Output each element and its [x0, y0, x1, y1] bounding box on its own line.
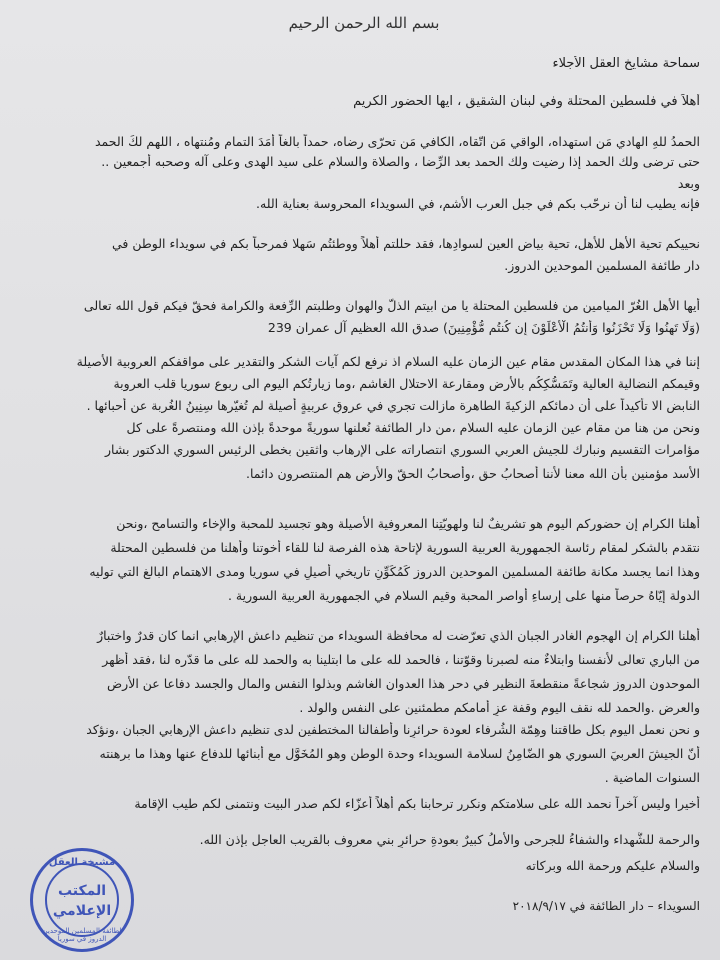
text-line: وقيمكم النضالية العالية وتَمَسُّكِكُم بالأرض ومقارعة الاحتلال الغاشم ،وما زيارتُكم اليوم الى ربوع سوريا قلب العروبة	[113, 376, 700, 391]
text-line: فإنه يطيب لنا أن نرحّب بكم في جبل العرب الأشم، في السويداء المحروسة بعناية الله.	[256, 196, 700, 211]
text-line: الموحدون الدروز شجاعةً منقطعةَ النظير في دحر هذا العدوان الغاشم وبذلوا النفس والمال والجسد دفاعا عن الأرض	[107, 676, 700, 691]
text-line: وبعد	[677, 176, 700, 191]
stamp-inner-ring	[45, 863, 119, 937]
basmala: بسم الله الرحمن الرحيم	[288, 14, 440, 32]
welcome-line: أهلاً في فلسطين المحتلة وفي لبنان الشقيق ، ايها الحضور الكريم	[353, 94, 700, 109]
text-line: أخيرا وليس آخراً نحمد الله على سلامتكم ونكرر ترحابنا بكم أهلاً أعزّاء لكم صدر البيت ونتمنى لكم طيب الإقامة	[134, 796, 700, 811]
stamp-top-text: مشيخة العقل	[48, 857, 116, 868]
stamp-line-1: المكتب	[57, 883, 107, 899]
text-line: ونحن من هنا من مقام عين الزمان عليه السلام ،من دار الطائفة نُعلنها سوريةً موحدةً بإذن الله ومنتصرةً على كل	[126, 420, 700, 435]
text-line: الحمدُ للهِ الهادي مَن استهداه، الواقي مَن اتّقاه، الكافي مَن تحرّى رضاه، حمداً بالغاً أمَدَ التمام ومُنتهاه ، اللهم لكَ الحمد	[94, 134, 700, 149]
dateline: السويداء – دار الطائفة في ٢٠١٨/٩/١٧	[512, 899, 700, 913]
text-line: السنوات الماضية .	[604, 770, 700, 785]
text-line: أنّ الجيشَ العربيَ السوري هو الضّامِنُ لسلامة السويداء وحدة الوطن وهو المُخَوَّل مع أبنائها للدفاع عنها وهذا ما برهنته	[99, 746, 700, 761]
text-line: مؤامرات التقسيم ونبارك للجيش العربي السوري انتصاراته على الإرهاب واثقين بخطى الرئيس السوري الدكتور بشار	[105, 442, 700, 457]
text-line: أيها الأهل الغُرّ الميامين من فلسطين المحتلة يا من ابيتم الذلّ والهوان وطلبتم الرِّفعة والكرامة فحقّ فيكم قول الله تعالى	[83, 298, 700, 313]
text-line: الأسد مؤمنين بأن الله معنا لأننا أصحابُ حق ،وأصحابُ الحقّ والأرضِ هم المنتصرون دائما.	[246, 466, 700, 481]
text-line: والعرض .والحمد لله نقف اليوم وقفة عزٍ أمامكم مطمئنين على النفس والولد .	[299, 700, 700, 715]
quran-verse: (وَلَا تَهِنُوا وَلَا تَحْزَنُوا وَأَنتُمُ الْأَعْلَوْنَ إِن كُنتُم مُّؤْمِنِينَ) صدق الله العظيم آل عمران 239	[267, 320, 700, 335]
salutation: سماحة مشايخ العقل الأجلاء	[552, 56, 700, 71]
text-line: الدولة إيّاهُ حرصاً منها على إرساءِ أواصر المحبة وقيم السلام في الجمهورية العربية السورية .	[227, 588, 700, 603]
text-line: إننا في هذا المكان المقدس مقام عين الزمان عليه السلام اذ نرفع لكم آيات الشكر والتقدير على مواقفكم العروبية الأصيلة	[76, 354, 700, 369]
text-line: دار طائفة المسلمين الموحدين الدروز.	[504, 258, 700, 273]
text-line: حتى ترضى ولك الحمد إذا رضيت ولك الحمد بعد الرِّضا ، والصلاة والسلام على سيد الهدى وعلى آله وصحبه أجمعين ..	[101, 154, 700, 169]
text-line: نتقدم بالشكر لمقام رئاسة الجمهورية العربية السورية لإتاحة هذه الفرصة لنا للقاء أخوتنا وأهلنا من فلسطين المحتلة	[110, 540, 700, 555]
text-line: النابض الا تأكيداً على أن دمائكم الزكيةَ الطاهرة مازالت تجري في عروقٍ عربيةٍ أصيلة لم تُغيّرها سِنِينُ الغُربة عن أحبائها .	[86, 398, 700, 413]
letter-body	[28, 10, 700, 950]
text-line: والرحمة للشُّهداء والشفاءُ للجرحى والأملُ كبيرٌ بعودةِ حرائرِ بني معروف بالقريب العاجل بإذن الله.	[199, 832, 700, 847]
text-line: من الباري تعالى لأنفسنا وابتلاءٌ منه لصبرنا وقوّتنا ، فالحمد لله على ما ابتلينا به والحمد لله على ما قدّره لنا ،فقد أظهر	[102, 652, 700, 667]
text-line: نحييكم تحية الأهل للأهل، تحية بياض العين لسوادِها، فقد حللتم أهلاً ووطئتُم سَهلا فمرحباً بكم في سويداء الوطن في	[111, 236, 700, 251]
text-line: و نحن نعمل اليوم بكل طاقتنا وهِمّة الشُرفاء لعودة حرائرِنا وأطفالنا المختطفين لدى تنظيم داعش الإرهابي الجبان ،ونؤكد	[86, 722, 700, 737]
stamp-bottom-text: لطائفة المسلمين الموحدين الدروز في سوريا	[42, 927, 122, 943]
closing-line: والسلام عليكم ورحمة الله وبركاته	[525, 858, 700, 873]
text-line: وهذا انما يجسد مكانة طائفة المسلمين الموحدين الدروز كَمُكَوِّنٍ تاريخيٍ أصيلٍ في سوريا ومدى الاهتمام البالغ التي توليه	[89, 564, 700, 579]
official-stamp	[30, 848, 134, 952]
text-line: أهلنا الكرام إن الهجوم الغادر الجبان الذي تعرّضت له محافظة السويداء من تنظيم داعش الإرهابي انما كان قدرٌ واختبارٌ	[97, 628, 700, 643]
text-line: أهلنا الكرام إن حضوركم اليوم هو تشريفٌ لنا ولهويّتِنا المعروفية الأصيلة وهو تجسيد للمحبة والإخاء والتسامح ،ونحن	[116, 516, 700, 531]
stamp-line-2: الإعلامي	[52, 903, 112, 919]
